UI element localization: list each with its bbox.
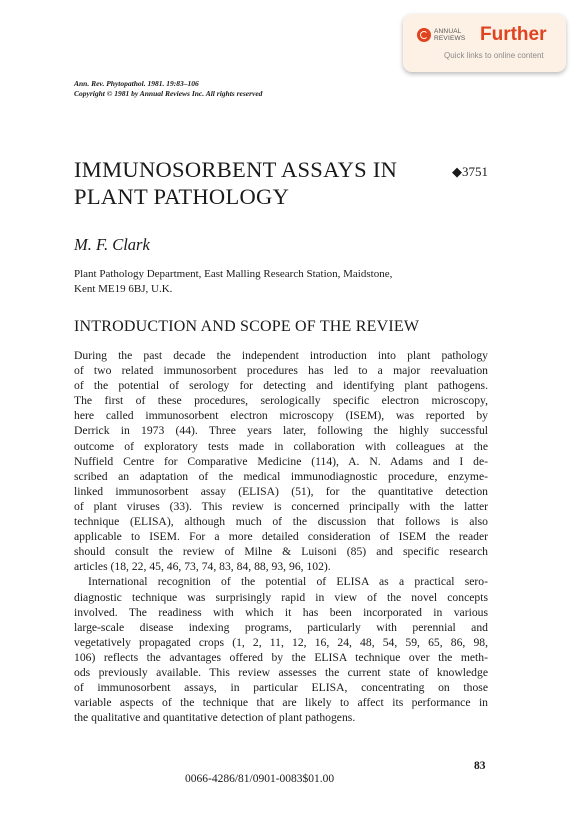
paragraph-line: variable aspects of the technique that are likely to affect its performance in	[74, 696, 488, 710]
page-number: 83	[474, 760, 486, 772]
paragraph-line: Derrick in 1973 (44). Three years later, following the highly successful	[74, 424, 488, 438]
copyright-line: Copyright © 1981 by Annual Reviews Inc. All rights reserved	[74, 89, 263, 98]
paragraph-line: The first of these procedures, serologically specific electron microscopy,	[74, 394, 488, 408]
affiliation-line: Kent ME19 6BJ, U.K.	[74, 283, 173, 295]
title-line: IMMUNOSORBENT ASSAYS IN	[74, 157, 398, 182]
paragraph-line: applicable to ISEM. For a more detailed consideration of ISEM the reader	[74, 530, 488, 544]
title-line: PLANT PATHOLOGY	[74, 184, 290, 209]
paragraph-line: articles (18, 22, 45, 46, 73, 74, 83, 84, 88, 93, 96, 102).	[74, 560, 331, 574]
annual-reviews-brand: ANNUAL REVIEWS	[434, 28, 466, 42]
paragraph-line: outcome of exploratory tests made in collaboration with colleagues at the	[74, 439, 488, 453]
paragraph-line: of plant viruses (33). This review is concerned principally with the latter	[74, 499, 488, 513]
paragraph-line: linked immunosorbent assay (ELISA) (51), for the quantitative detection	[74, 484, 488, 498]
paragraph-line: International recognition of the potential of ELISA as a practical sero-	[88, 575, 488, 589]
paragraph-line: of two related immunosorbent procedures has led to a major reevaluation	[74, 364, 488, 378]
author-name: M. F. Clark	[74, 235, 150, 254]
affiliation-line: Plant Pathology Department, East Malling Research Station, Maidstone,	[74, 268, 393, 280]
paragraph-line: here called immunosorbent electron microscopy (ISEM), was reported by	[74, 409, 488, 423]
paragraph-line: should consult the review of Milne & Luisoni (85) and specific research	[74, 545, 488, 559]
article-title	[74, 156, 434, 210]
paragraph-line: of the potential of serology for detecting and identifying plant pathogens.	[74, 379, 488, 393]
author-affiliation	[74, 267, 392, 297]
paragraph-line: large-scale disease indexing programs, particularly with perennial and	[74, 620, 488, 634]
paragraph-line: involved. The readiness with which it has been incorporated in various	[74, 605, 488, 619]
paragraph-line: diagnostic technique was surprisingly rapid in view of the novel concepts	[74, 590, 488, 604]
paragraph-line: During the past decade the independent introduction into plant pathology	[74, 349, 488, 362]
paragraph-line: the qualitative and quantitative detection of plant pathogens.	[74, 711, 356, 725]
further-quick-links-button[interactable]	[403, 14, 566, 72]
section-heading: INTRODUCTION AND SCOPE OF THE REVIEW	[74, 318, 420, 335]
journal-citation	[74, 79, 262, 99]
further-wordmark: Further	[480, 24, 547, 45]
footer-code: 0066-4286/81/0901-0083$01.00	[185, 773, 335, 785]
paragraph-line: Nuffield Centre for Comparative Medicine (114), A. N. Adams and I de-	[74, 454, 488, 468]
body-text	[74, 348, 488, 725]
article-code: ◆3751	[452, 164, 488, 179]
further-subtitle: Quick links to online content	[444, 51, 544, 60]
paragraph-line: 106) reflects the advantages offered by the ELISA technique over the meth-	[74, 650, 488, 664]
annual-reviews-logo-icon	[417, 28, 431, 42]
paragraph-line: ods previously available. This review assesses the current state of knowledge	[74, 665, 488, 679]
paragraph-line: of immunosorbent assays, in particular ELISA, concentrating on those	[74, 681, 488, 695]
paragraph-line: scribed an adaptation of the medical immunodiagnostic procedure, enzyme-	[74, 469, 488, 483]
paragraph-line: technique (ELISA), although much of the discussion that follows is also	[74, 515, 488, 529]
citation-line: Ann. Rev. Phytopathol. 1981. 19:83–106	[74, 79, 199, 88]
paragraph-line: vegetatively propagated crops (1, 2, 11, 12, 16, 24, 48, 54, 59, 65, 86, 98,	[74, 635, 488, 649]
